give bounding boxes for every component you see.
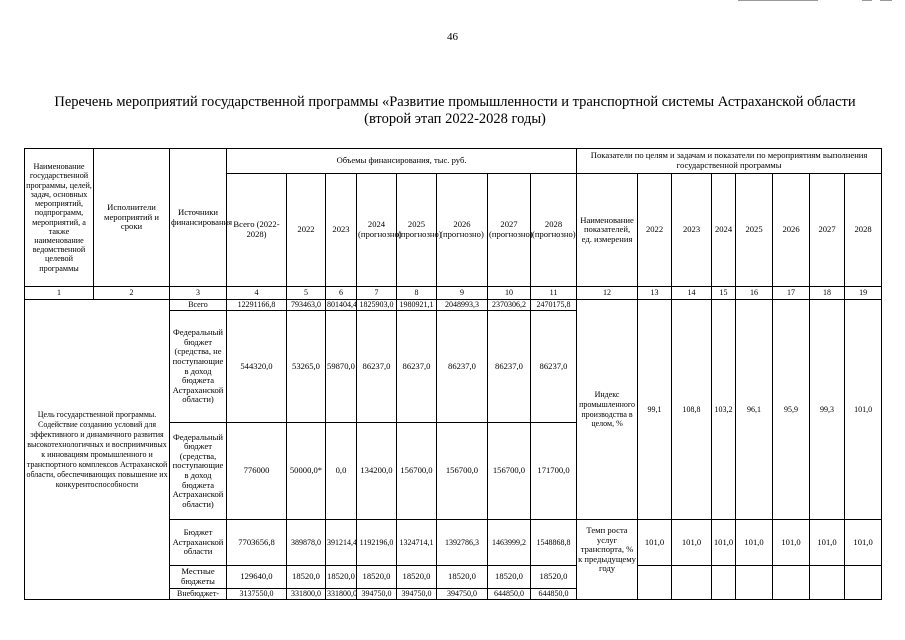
top-edge-line	[880, 0, 892, 1]
indicator-2-2022: 101,0	[638, 520, 672, 566]
value-total-2026: 2048993,3	[437, 300, 488, 311]
value-ext-2024: 394750,0	[357, 589, 397, 600]
value-fed1-2027: 86237,0	[488, 311, 531, 423]
value-fed1-2025: 86237,0	[397, 311, 437, 423]
value-ext-2027: 644850,0	[488, 589, 531, 600]
value-loc-2023: 18520,0	[326, 566, 357, 589]
value-total-2027: 2370306,2	[488, 300, 531, 311]
header-2026: 2026 (прогнозно)	[437, 174, 488, 287]
value-ext-2025: 394750,0	[397, 589, 437, 600]
indicator-2-empty-cell	[810, 566, 845, 600]
value-ext-2023: 331800,0	[327, 589, 357, 599]
indicator-2-empty-cell	[638, 566, 672, 600]
header-ind-2025: 2025	[736, 174, 773, 287]
column-number: 14	[672, 287, 712, 300]
indicator-2-empty-cell	[736, 566, 773, 600]
value-total-2028: 2470175,8	[531, 300, 577, 311]
indicator-1-2025: 96,1	[736, 300, 773, 520]
header-2025: 2025 (прогнозно)	[397, 174, 437, 287]
value-fed2-2027: 156700,0	[488, 423, 531, 520]
source-regional: Бюджет Астраханской области	[170, 520, 227, 566]
column-number: 3	[170, 287, 227, 300]
value-fed2-2022: 50000,0*	[287, 423, 326, 520]
value-reg-2026: 1392786,3	[437, 520, 488, 566]
column-number: 8	[397, 287, 437, 300]
header-2027: 2027 (прогнозно)	[488, 174, 531, 287]
value-reg-all: 7703656,8	[227, 520, 287, 566]
indicator-2-2024: 101,0	[712, 520, 736, 566]
header-financing: Объемы финансирования, тыс. руб.	[227, 149, 577, 174]
indicator-2-empty-cell	[672, 566, 712, 600]
value-reg-2027: 1463999,2	[488, 520, 531, 566]
value-loc-2026: 18520,0	[437, 566, 488, 589]
source-federal-2: Федеральный бюджет (средства, поступающие в доход бюджета Астраханской области)	[170, 423, 227, 520]
column-number: 12	[577, 287, 638, 300]
source-extrabudget: Внебюджет-	[170, 589, 227, 600]
document-title	[30, 94, 880, 128]
column-number: 19	[845, 287, 882, 300]
column-number: 5	[287, 287, 326, 300]
header-executors: Исполнители мероприятий и сроки	[94, 149, 170, 287]
value-fed1-all: 544320,0	[227, 311, 287, 423]
value-loc-2027: 18520,0	[488, 566, 531, 589]
header-name: Наименование государственной программы, целей, задач, основных мероприятий, подпрограмм, мероприятий, а также наименование ведомственной целевой программы	[25, 149, 94, 287]
value-loc-2022: 18520,0	[287, 566, 326, 589]
header-ind-2026: 2026	[773, 174, 810, 287]
source-total: Всего	[170, 300, 227, 311]
value-total-all: 12291166,8	[227, 300, 287, 311]
value-reg-2022: 389878,0	[287, 520, 326, 566]
indicator-1-2027: 99,3	[810, 300, 845, 520]
column-number: 10	[488, 287, 531, 300]
header-ind-2028: 2028	[845, 174, 882, 287]
header-ind-2027: 2027	[810, 174, 845, 287]
source-local: Местные бюджеты	[170, 566, 227, 589]
indicator-1-name: Индекс промышленного производства в целом, %	[577, 300, 638, 520]
value-fed2-2024: 134200,0	[357, 423, 397, 520]
header-total: Всего (2022-2028)	[227, 174, 287, 287]
column-number: 17	[773, 287, 810, 300]
column-number: 18	[810, 287, 845, 300]
value-fed1-2022: 53265,0	[287, 311, 326, 423]
indicator-2-empty-cell	[773, 566, 810, 600]
column-number: 9	[437, 287, 488, 300]
header-2022: 2022	[287, 174, 326, 287]
value-ext-all: 3137550,0	[227, 589, 287, 600]
header-2024: 2024 (прогнозно)	[357, 174, 397, 287]
top-edge-line	[738, 0, 818, 1]
header-indicators: Показатели по целям и задачам и показатели по мероприятиям выполнения государственной программы	[577, 149, 882, 174]
value-total-2023: 801404,4	[327, 300, 357, 310]
value-loc-2024: 18520,0	[357, 566, 397, 589]
title-line-2: (второй этап 2022-2028 годы)	[364, 111, 546, 127]
programme-table	[24, 148, 882, 600]
value-total-2022: 793463,0	[287, 300, 326, 311]
indicator-2-2027: 101,0	[810, 520, 845, 566]
value-ext-2022: 331800,0	[287, 589, 326, 600]
title-line-1: Перечень мероприятий государственной программы «Развитие промышленности и транспортной системы Астраханской области	[54, 94, 856, 110]
column-number: 13	[638, 287, 672, 300]
header-ind-2024: 2024	[712, 174, 736, 287]
value-fed2-2025: 156700,0	[397, 423, 437, 520]
value-ext-2028: 644850,0	[531, 589, 577, 600]
indicator-1-2024: 103,2	[712, 300, 736, 520]
header-sources: Источники финансирования	[170, 149, 227, 287]
indicator-2-2026: 101,0	[773, 520, 810, 566]
header-indicator-name: Наименование показателей, ед. измерения	[577, 174, 638, 287]
value-reg-2023: 391214,4	[326, 520, 357, 566]
page-number: 46	[447, 31, 458, 43]
indicator-1-2028: 101,0	[845, 300, 882, 520]
row-total	[25, 300, 882, 311]
value-total-2025: 1980921,1	[397, 300, 437, 311]
top-edge-line	[862, 0, 872, 1]
value-loc-all: 129640,0	[227, 566, 287, 589]
header-2023: 2023	[326, 174, 357, 287]
column-number: 6	[326, 287, 357, 300]
indicator-2-2028: 101,0	[845, 520, 882, 566]
value-reg-2025: 1324714,1	[397, 520, 437, 566]
value-fed2-2028: 171700,0	[531, 423, 577, 520]
programme-goal: Цель государственной программы. Содействие созданию условий для эффективного и динамичного развития высокотехнологичных и восприимчивых к инновациям промышленного и транспортного комплексов Астраханской области, обеспечивающих повышение их конкурентоспособности	[25, 300, 170, 600]
value-fed1-2028: 86237,0	[531, 311, 577, 423]
value-ext-2026: 394750,0	[437, 589, 488, 600]
value-fed2-2023: 0,0	[326, 423, 357, 520]
header-2028: 2028 (прогнозно)	[531, 174, 577, 287]
value-fed1-2024: 86237,0	[357, 311, 397, 423]
column-number: 4	[227, 287, 287, 300]
value-fed2-all: 776000	[227, 423, 287, 520]
indicator-1-2026: 95,9	[773, 300, 810, 520]
column-number-row	[25, 287, 882, 300]
value-loc-2025: 18520,0	[397, 566, 437, 589]
value-loc-2028: 18520,0	[531, 566, 577, 589]
indicator-2-name: Темп роста услуг транспорта, % к предыдущему году	[577, 520, 638, 600]
value-fed1-2023: 59870,0	[326, 311, 357, 423]
indicator-2-2025: 101,0	[736, 520, 773, 566]
column-number: 16	[736, 287, 773, 300]
column-number: 15	[712, 287, 736, 300]
indicator-2-2023: 101,0	[672, 520, 712, 566]
indicator-2-empty-cell	[712, 566, 736, 600]
value-fed2-2026: 156700,0	[437, 423, 488, 520]
header-ind-2023: 2023	[672, 174, 712, 287]
value-total-2024: 1825903,0	[357, 300, 397, 311]
indicator-1-2022: 99,1	[638, 300, 672, 520]
column-number: 11	[531, 287, 577, 300]
column-number: 1	[25, 287, 94, 300]
source-federal-1: Федеральный бюджет (средства, не поступающие в доход бюджета Астраханской области)	[170, 311, 227, 423]
column-number: 2	[94, 287, 170, 300]
header-row-1	[25, 149, 882, 174]
indicator-2-empty-cell	[845, 566, 882, 600]
value-reg-2024: 1192196,0	[357, 520, 397, 566]
value-reg-2028: 1548868,8	[531, 520, 577, 566]
value-fed1-2026: 86237,0	[437, 311, 488, 423]
indicator-1-2023: 108,8	[672, 300, 712, 520]
column-number: 7	[357, 287, 397, 300]
header-ind-2022: 2022	[638, 174, 672, 287]
